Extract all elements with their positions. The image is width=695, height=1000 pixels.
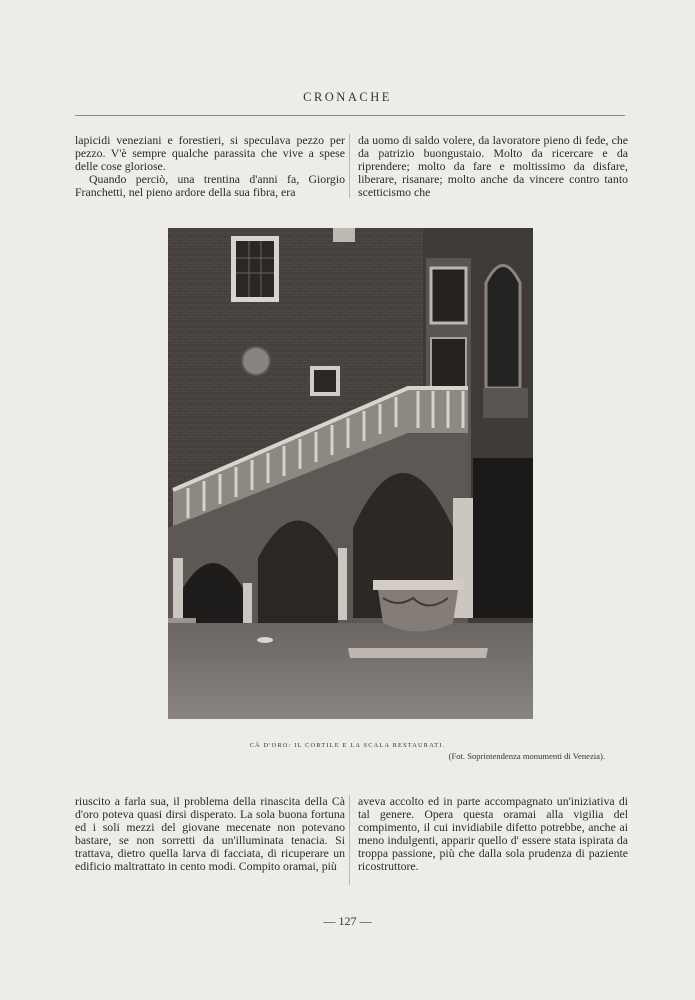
paragraph: lapicidi veneziani e forestieri, si speculava pezzo per pezzo. V'è sempre qualche parassita che vive a spese delle cose gloriose. <box>75 133 345 173</box>
column-divider <box>349 795 350 885</box>
paragraph: riuscito a farla sua, il problema della rinascita della Cà d'oro poteva quasi dirsi disperato. La sola buona fortuna ed i soli mezzi del giovane mecenate non potevano bastare, se non sorretti da un'illuminata tenacia. Si trattava, dietro quella larva di facciata, di ricuperare un edificio maltrattato in cento modi. Compito oramai, più <box>75 794 345 873</box>
photo-credit: (Fot. Soprintendenza monumenti di Venezia). <box>448 751 605 761</box>
courtyard-photo <box>168 228 533 719</box>
paragraph: da uomo di saldo volere, da lavoratore pieno di fede, che da patrizio buongustaio. Molto da ricercare e da riprendere; molto da fare e moltissimo da disfare, liberare, risanare; molto anche da vincere contro tanto scetticismo che <box>358 133 628 199</box>
top-left-column <box>75 134 345 199</box>
bottom-left-column <box>75 795 345 872</box>
top-right-column <box>358 134 628 199</box>
paragraph: Quando perciò, una trentina d'anni fa, Giorgio Franchetti, nel pieno ardore della sua fibra, era <box>75 171 345 199</box>
header-rule <box>75 115 625 116</box>
column-divider <box>349 134 350 198</box>
figure-caption: CÀ D'ORO: IL CORTILE E LA SCALA RESTAURATI. <box>249 742 446 749</box>
page-number: — 127 — <box>323 914 372 928</box>
bottom-right-column <box>358 795 628 872</box>
paragraph: aveva accolto ed in parte accompagnato un'iniziativa di tal genere. Opera questa oramai alla vigilia del compimento, il cui invidiabile difetto potrebbe, anche ai meno indulgenti, apparir quello d' essere stata ispirata da troppa passione, più che dalla sola prudenza di paziente ricostruttore. <box>358 794 628 873</box>
running-header: CRONACHE <box>303 90 392 104</box>
